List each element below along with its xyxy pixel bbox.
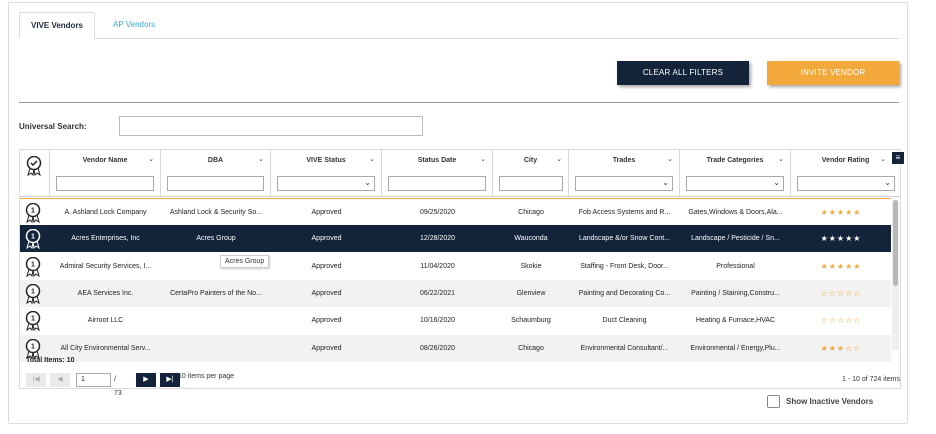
cell-trades: Staffing - Front Desk, Door... <box>580 262 669 270</box>
cell-city: Chicago <box>518 209 544 216</box>
cell-city: Glenview <box>516 289 546 297</box>
table-row[interactable] <box>20 335 891 362</box>
chevron-down-icon[interactable]: ⌄ <box>258 156 264 163</box>
tab-bar <box>19 12 899 39</box>
cell-dba: Ashland Lock & Security So... <box>169 209 263 216</box>
select-arrow-icon: ⌄ <box>884 178 891 187</box>
show-inactive-label: Show Inactive Vendors <box>786 397 874 406</box>
cell-city: Schaumburg <box>511 317 551 325</box>
cell-trades: Environmental Consultant/... <box>580 344 669 352</box>
vendors-panel <box>8 2 908 424</box>
table-row[interactable] <box>20 225 891 252</box>
invite-vendor-button[interactable]: INVITE VENDOR <box>767 61 899 85</box>
tab-ap-vendors[interactable]: AP Vendors <box>113 20 156 29</box>
select-arrow-icon: ⌄ <box>773 178 780 187</box>
svg-text:1: 1 <box>31 288 35 296</box>
show-inactive-checkbox[interactable] <box>767 395 780 408</box>
cell-rating: ★★★☆☆ <box>820 343 862 353</box>
cell-vendor: Admiral Security Services, I... <box>59 262 152 270</box>
cell-trades: Fob Access Systems and R... <box>578 209 671 216</box>
vive-status-filter-select[interactable] <box>277 176 375 191</box>
vendor-name-filter-input[interactable] <box>56 176 154 191</box>
svg-text:1: 1 <box>31 343 35 350</box>
cell-dba: Acres Group <box>196 235 236 243</box>
cell-categories: Environmental / Energy,Plu... <box>690 344 781 352</box>
cell-city: Chicago <box>518 344 544 352</box>
row-badge-cell <box>20 225 50 252</box>
cell-categories: Heating & Furnace,HVAC <box>695 317 776 325</box>
row-badge-cell <box>20 280 50 307</box>
scrollbar-thumb[interactable] <box>893 200 898 286</box>
award-badge-icon <box>25 284 41 304</box>
next-page-icon[interactable]: ▶ <box>136 373 156 387</box>
cell-rating: ★★★★★ <box>820 261 862 271</box>
cell-vendor: AEA Services Inc. <box>77 289 134 297</box>
cell-date: 12/28/2020 <box>419 235 456 243</box>
svg-text:1: 1 <box>31 261 35 269</box>
cell-status: Approved <box>311 209 342 216</box>
cell-rating: ☆☆☆☆☆ <box>820 316 862 326</box>
universal-search-input[interactable] <box>119 116 423 136</box>
row-badge-cell <box>20 253 50 280</box>
page-number-input[interactable]: 1 <box>76 373 111 387</box>
select-arrow-icon: ⌄ <box>662 178 669 187</box>
select-arrow-icon: ⌄ <box>364 178 371 187</box>
cell-date: 11/04/2020 <box>420 262 455 270</box>
cell-rating: ☆☆☆☆☆ <box>820 288 862 298</box>
cell-status: Approved <box>311 344 342 352</box>
cell-date: 06/22/2021 <box>419 289 456 297</box>
cell-date: 08/26/2020 <box>419 344 456 352</box>
cell-vendor: A. Ashland Lock Company <box>64 209 147 216</box>
cell-status: Approved <box>311 262 342 270</box>
award-badge-icon <box>25 203 41 223</box>
row-badge-cell <box>20 199 50 226</box>
first-page-icon[interactable]: |◀ <box>26 373 46 387</box>
award-badge-icon <box>25 311 41 331</box>
city-filter-input[interactable] <box>499 176 563 191</box>
svg-text:1: 1 <box>31 315 35 323</box>
chevron-down-icon[interactable]: ⌄ <box>556 156 562 163</box>
chevron-down-icon[interactable]: ⌄ <box>369 156 375 163</box>
cell-city: Wauconda <box>514 235 548 243</box>
cell-date: 09/25/2020 <box>419 209 456 216</box>
items-range: 1 - 10 of 724 items <box>842 376 900 383</box>
row-badge-cell <box>20 307 50 334</box>
header-trade-categories[interactable]: Trade Categories ⌄ ⌄ <box>680 150 791 197</box>
cell-city: Skokie <box>520 262 542 270</box>
cell-vendor: Acres Enterprises, Inc <box>71 235 140 243</box>
cell-dba <box>161 307 271 334</box>
header-vendor-rating[interactable]: Vendor Rating ⌄ ≡ ⌄ <box>791 150 900 197</box>
last-page-icon[interactable]: ▶| <box>160 373 180 387</box>
grid-scrollbar[interactable] <box>892 200 899 350</box>
header-badge <box>20 150 50 197</box>
chevron-down-icon[interactable]: ⌄ <box>880 156 886 163</box>
cell-categories: Painting / Staining,Constru... <box>691 289 780 297</box>
cell-trades: Duct Cleaning <box>602 317 647 325</box>
cell-categories: Landscape / Pesticide / Sn... <box>691 235 780 243</box>
table-row[interactable] <box>20 280 891 307</box>
cell-dba <box>161 335 271 362</box>
header-dba[interactable]: DBA ⌄ <box>161 150 271 197</box>
clear-all-filters-button[interactable]: CLEAR ALL FILTERS <box>617 61 749 85</box>
trade-categories-filter-select[interactable] <box>686 176 784 191</box>
header-vive-status[interactable]: VIVE Status ⌄ ⌄ <box>271 150 382 197</box>
svg-text:1: 1 <box>31 233 35 241</box>
chevron-down-icon[interactable]: ⌄ <box>667 156 673 163</box>
award-badge-icon <box>25 257 41 277</box>
cell-status: Approved <box>311 317 342 325</box>
cell-date: 10/16/2020 <box>419 317 456 325</box>
column-menu-icon[interactable]: ≡ <box>892 152 904 164</box>
tab-vive-vendors[interactable]: VIVE Vendors <box>19 12 95 39</box>
prev-page-icon[interactable]: ◀ <box>50 373 70 387</box>
cell-categories: Professional <box>716 262 755 270</box>
items-per-page: 10 items per page <box>178 373 235 380</box>
grid-header <box>20 150 900 197</box>
cell-status: Approved <box>311 235 342 243</box>
cell-trades: Painting and Decorating Co... <box>578 289 671 297</box>
page-count: / 73 <box>114 376 122 397</box>
vendor-rating-filter-select[interactable] <box>797 176 895 191</box>
divider <box>19 102 899 103</box>
cell-dba: CertaPro Painters of the No... <box>170 289 262 297</box>
header-vendor-name[interactable]: Vendor Name ⌄ <box>50 150 161 197</box>
total-items: Total Items: 10 <box>26 357 75 364</box>
vendor-grid <box>19 149 901 397</box>
cell-rating: ★★★★★ <box>820 234 862 244</box>
header-trades[interactable]: Trades ⌄ ⌄ <box>569 150 680 197</box>
status-date-filter-input[interactable] <box>388 176 486 191</box>
universal-search-label: Universal Search: <box>19 122 87 131</box>
cell-categories: Gates,Windows & Doors,Ala... <box>688 209 783 216</box>
award-badge-icon <box>26 156 42 176</box>
cell-status: Approved <box>311 289 342 297</box>
cell-trades: Landscape &/or Snow Cont... <box>578 235 671 243</box>
header-status-date[interactable]: Status Date ⌄ <box>382 150 493 197</box>
dba-filter-input[interactable] <box>167 176 264 191</box>
svg-text:1: 1 <box>31 207 35 215</box>
award-badge-icon <box>25 229 41 249</box>
table-row[interactable] <box>20 198 891 225</box>
header-city[interactable]: City ⌄ <box>493 150 569 197</box>
chevron-down-icon[interactable]: ⌄ <box>148 156 154 163</box>
trades-filter-select[interactable] <box>575 176 673 191</box>
table-row[interactable] <box>20 253 891 280</box>
chevron-down-icon[interactable]: ⌄ <box>480 156 486 163</box>
chevron-down-icon[interactable]: ⌄ <box>778 156 784 163</box>
table-row[interactable] <box>20 307 891 334</box>
cell-rating: ★★★★★ <box>820 208 862 217</box>
dba-tooltip: Acres Group <box>220 255 269 268</box>
cell-vendor: Airroot LLC <box>87 317 124 325</box>
award-badge-icon <box>25 339 41 359</box>
cell-vendor: All City Environmental Serv... <box>60 344 151 352</box>
